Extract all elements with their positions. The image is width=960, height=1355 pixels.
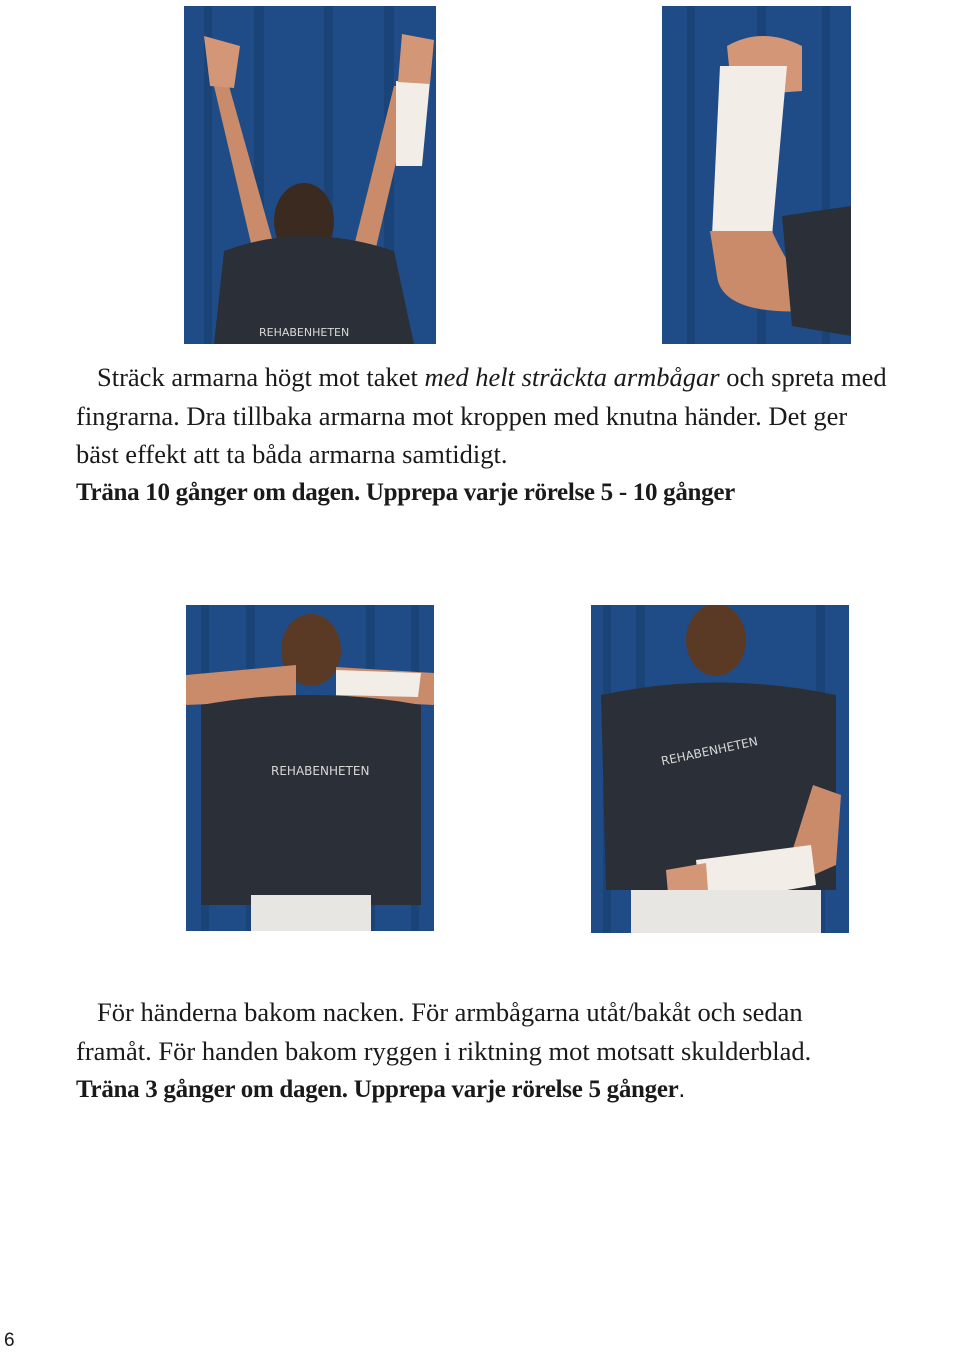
instruction-paragraph-1: [76, 358, 960, 512]
instruction-1-line-1-start: Sträck armarna högt mot taket: [97, 362, 425, 392]
instruction-2-frequency-text: Träna 3 gånger om dagen. Upprepa varje rörelse 5 gånger: [76, 1076, 679, 1103]
instruction-1-line-1: [76, 358, 960, 397]
photo-hands-behind-neck: [186, 605, 434, 931]
instruction-1-frequency: Träna 10 gånger om dagen. Upprepa varje rörelse 5 - 10 gånger: [76, 478, 735, 506]
page-number: 6: [4, 1330, 15, 1351]
instruction-1-line-3: bäst effekt att ta båda armarna samtidigt.: [76, 439, 508, 469]
instruction-1-line-2: fingrarna. Dra tillbaka armarna mot kroppen med knutna händer. Det ger: [76, 400, 848, 431]
photo-hand-behind-back-icon: [591, 605, 849, 933]
photo-arms-raised-icon: [184, 6, 436, 344]
instruction-2-frequency: [76, 1070, 960, 1110]
photo-bandaged-fist-icon: [662, 6, 851, 344]
instruction-1-line-1-end: och spreta med: [719, 362, 887, 392]
instruction-1-emphasis: med helt sträckta armbågar: [424, 362, 720, 392]
svg-text:REHABENHETEN: REHABENHETEN: [271, 764, 370, 778]
instruction-2-line-1: För händerna bakom nacken. För armbågarna utåt/bakåt och sedan: [97, 997, 803, 1027]
instruction-2-line-2: framåt. För handen bakom ryggen i riktning mot motsatt skulderblad.: [76, 1035, 812, 1066]
instruction-2-frequency-tail: .: [678, 1075, 686, 1103]
svg-text:REHABENHETEN: REHABENHETEN: [259, 326, 350, 339]
photo-bandaged-fist: [662, 6, 851, 344]
photo-arms-raised: [184, 6, 436, 344]
svg-text:REHABENHETEN: REHABENHETEN: [659, 734, 760, 769]
instruction-paragraph-2: [76, 993, 960, 1110]
photo-hand-behind-back: [591, 605, 849, 933]
photo-hands-behind-neck-icon: [186, 605, 434, 931]
